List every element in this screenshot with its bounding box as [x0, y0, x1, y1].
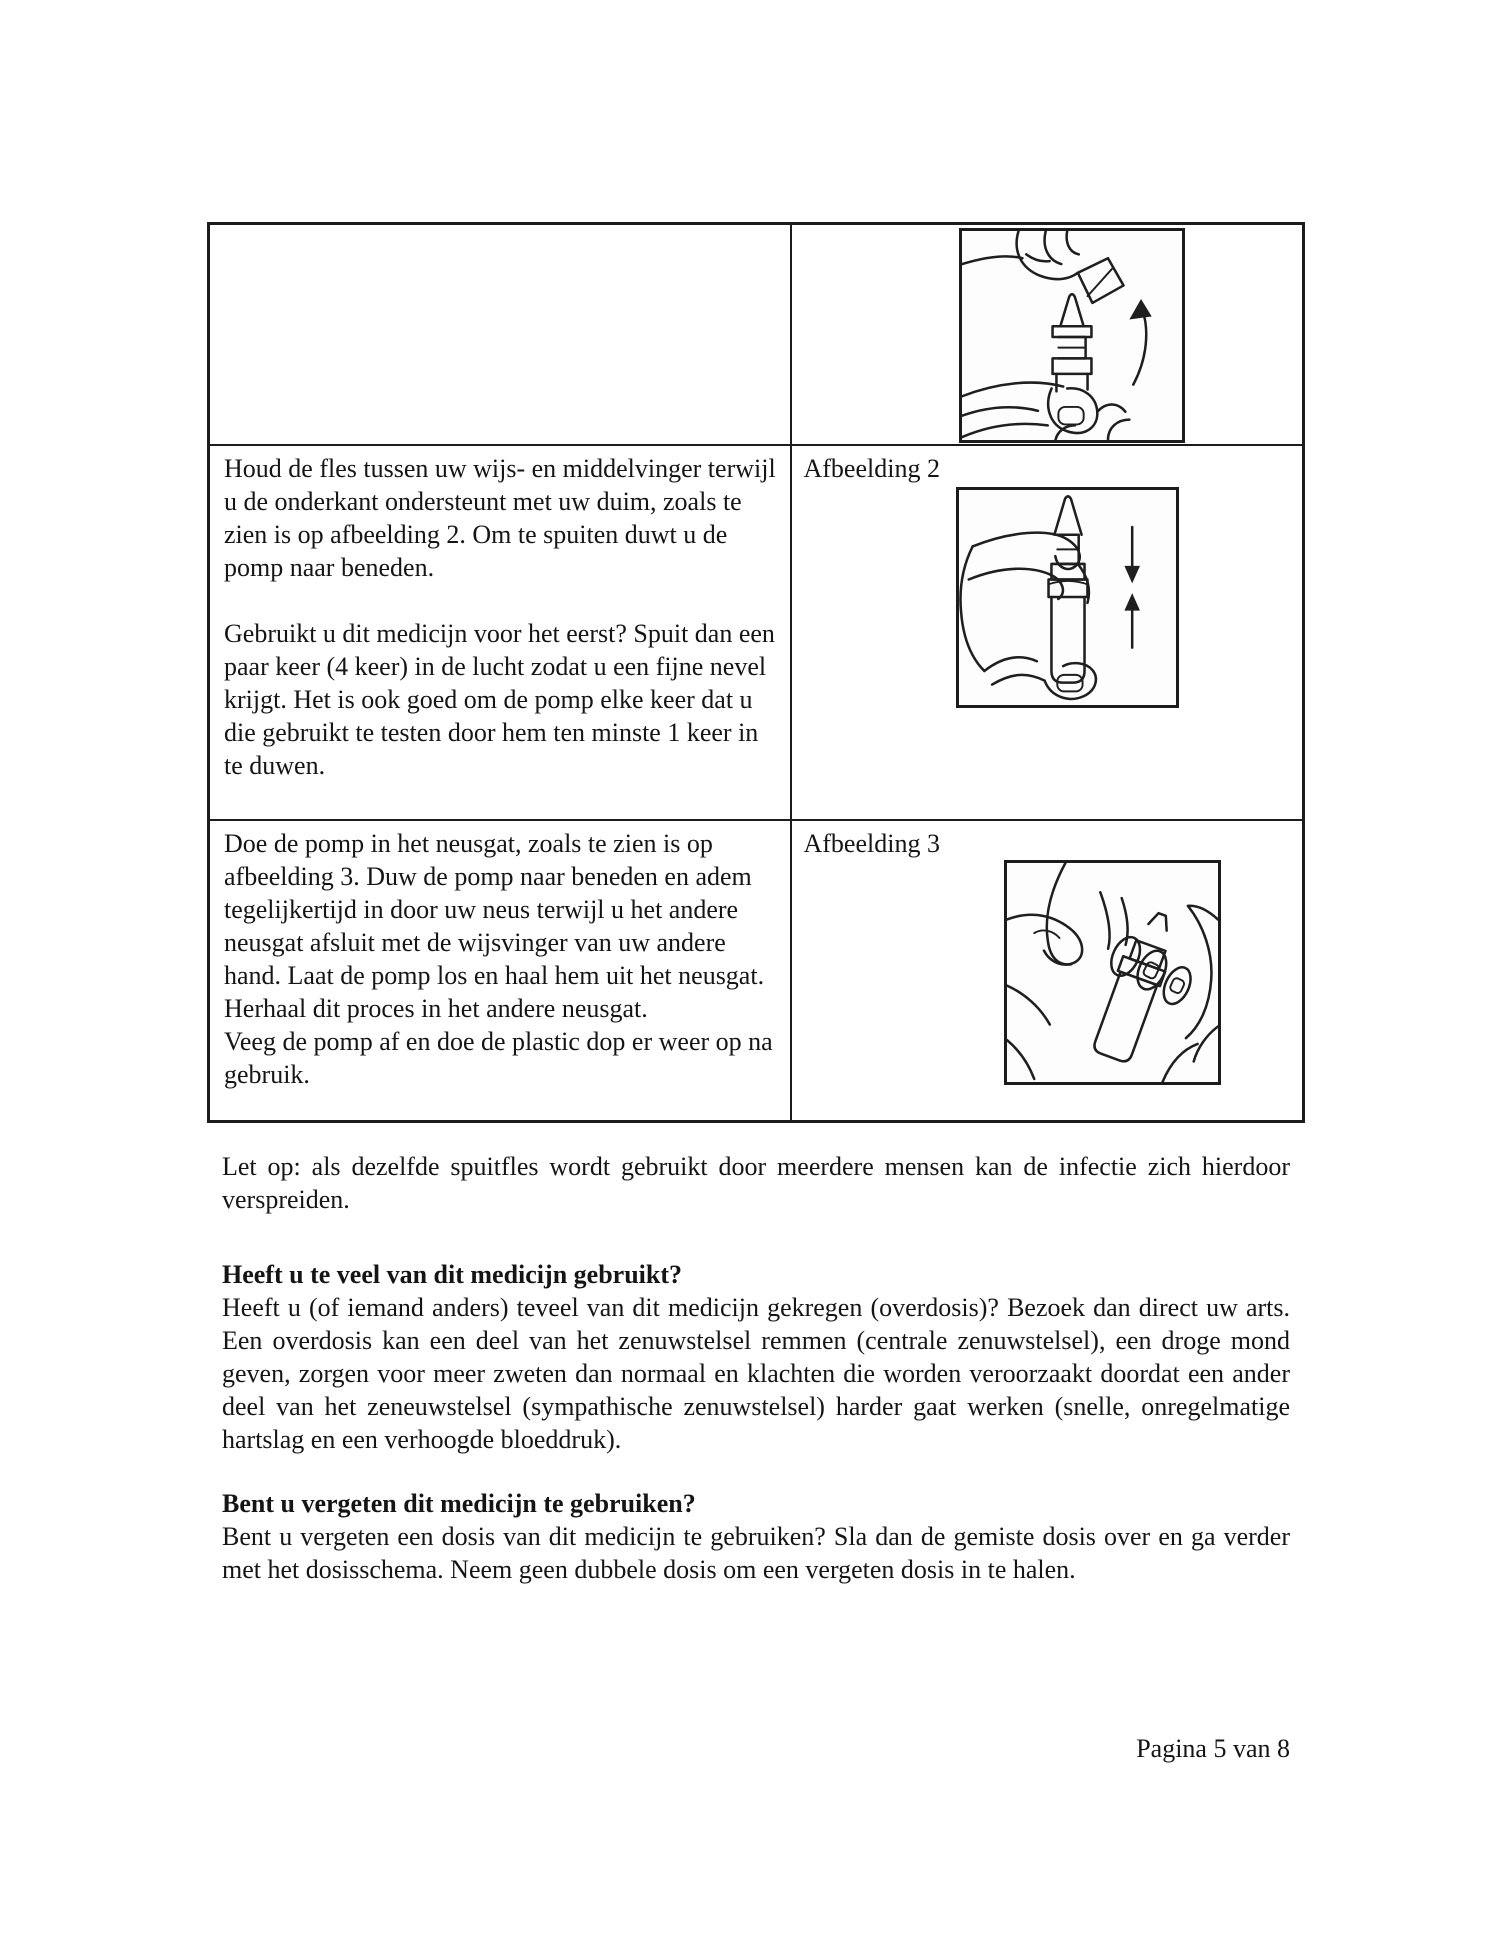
overdose-heading: Heeft u te veel van dit medicijn gebruikt? [222, 1260, 682, 1289]
figure-cell-2 [791, 445, 1304, 820]
table-row [209, 445, 1304, 820]
figure-cell-3 [791, 820, 1304, 1122]
instruction-paragraph: Veeg de pomp af en doe de plastic dop er weer op na gebruik. [224, 1026, 773, 1089]
caution-paragraph: Let op: als dezelfde spuitfles wordt gebruikt door meerdere mensen kan de infectie zich hierdoor verspreiden. [222, 1152, 1290, 1214]
holding-pump-illustration [956, 487, 1179, 708]
instruction-table [207, 222, 1305, 1123]
figure-label: Afbeelding 3 [803, 828, 940, 858]
body-copy [222, 1150, 1290, 1765]
figure-label: Afbeelding 2 [803, 453, 940, 483]
missed-dose-paragraph: Bent u vergeten een dosis van dit medicijn te gebruiken? Sla dan de gemiste dosis over en ga verder met het dosisschema. Neem geen dubbele dosis om een vergeten dosis in te halen. [222, 1522, 1290, 1584]
instruction-text-cell-1 [209, 224, 791, 445]
uncapping-illustration [959, 228, 1185, 443]
page-number: Pagina 5 van 8 [1136, 1734, 1290, 1763]
table-row [209, 224, 1304, 445]
table-row [209, 820, 1304, 1122]
figure-cell-1 [791, 224, 1304, 445]
instruction-text-cell-2 [209, 445, 791, 820]
instruction-paragraph: Houd de fles tussen uw wijs- en middelvinger terwijl u de onderkant ondersteunt met uw duim, zoals te zien is op afbeelding 2. Om te spuiten duwt u de pomp naar beneden. [224, 453, 776, 582]
instruction-paragraph: Gebruikt u dit medicijn voor het eerst? Spuit dan een paar keer (4 keer) in de lucht zodat u een fijne nevel krijgt. Het is ook goed om de pomp elke keer dat u die gebruikt te testen door hem ten minste 1 keer in te duwen. [224, 618, 775, 780]
pump-in-nostril-illustration [1004, 860, 1221, 1085]
instruction-paragraph: Doe de pomp in het neusgat, zoals te zien is op afbeelding 3. Duw de pomp naar beneden en adem tegelijkertijd in door uw neus terwijl u het andere neusgat afsluit met de wijsvinger van uw andere hand. Laat de pomp los en haal hem uit het neusgat. Herhaal dit proces in het andere neusgat. [224, 828, 765, 1023]
instruction-text-cell-3 [209, 820, 791, 1122]
missed-dose-heading: Bent u vergeten dit medicijn te gebruiken? [222, 1489, 696, 1518]
overdose-paragraph: Heeft u (of iemand anders) teveel van dit medicijn gekregen (overdosis)? Bezoek dan direct uw arts. Een overdosis kan een deel van het zenuwstelsel remmen (centrale zenuwstelsel), een droge mond geven, zorgen voor meer zweten dan normaal en klachten die worden veroorzaakt doordat een ander deel van het zeneuwstelsel (sympathische zenuwstelsel) harder gaat werken (snelle, onregelmatige hartslag en een verhoogde bloeddruk). [222, 1293, 1290, 1454]
